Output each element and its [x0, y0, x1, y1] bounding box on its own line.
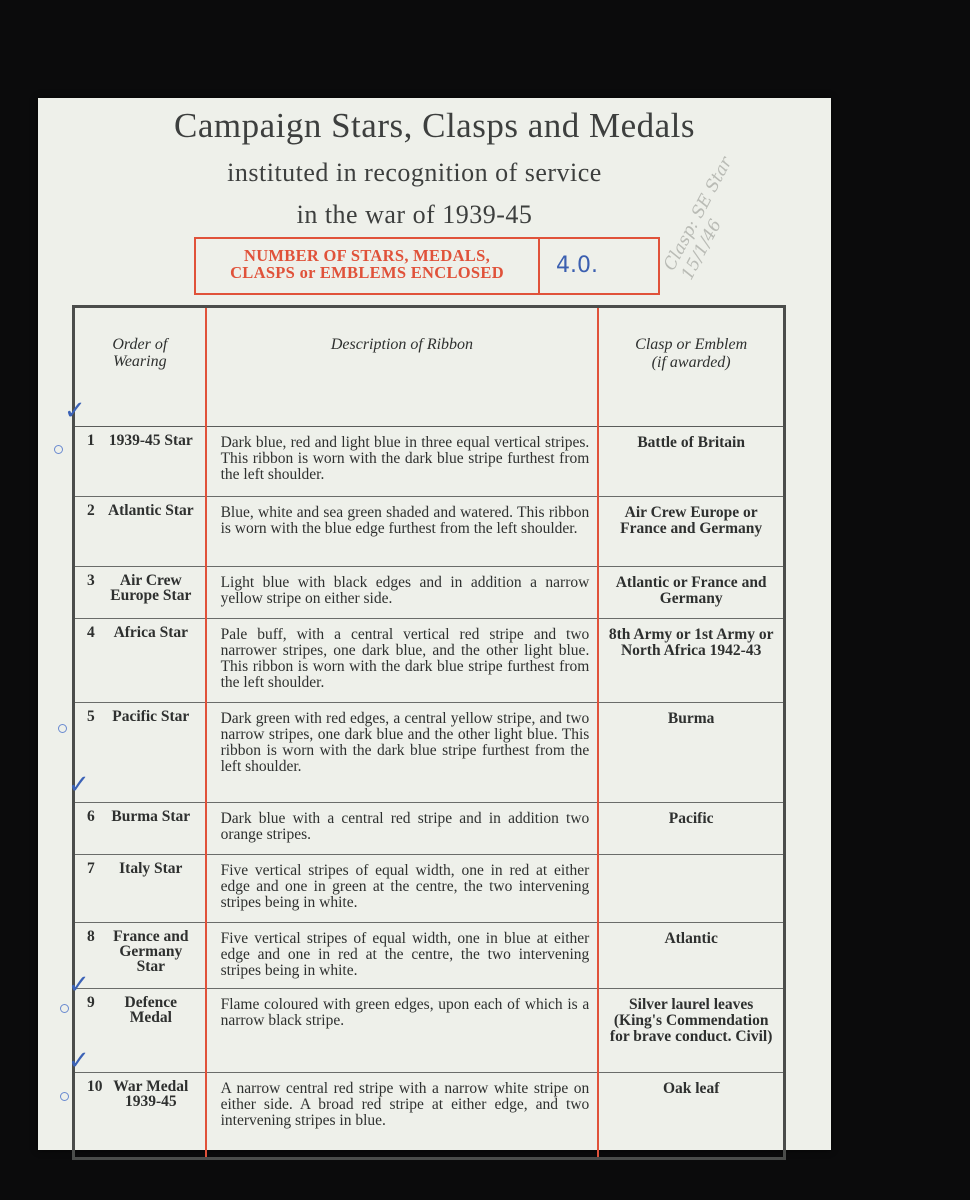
- header-order-label: Order of Wearing: [112, 336, 168, 370]
- enclosed-count-label: [196, 239, 540, 293]
- table-row: [74, 989, 785, 1073]
- order-cell: [74, 703, 206, 803]
- order-cell: [74, 567, 206, 619]
- order-cell: [74, 855, 206, 923]
- ribbon-description: Blue, white and sea green shaded and watered. This ribbon is worn with the blue edge furthest from the left shoulder.: [206, 497, 599, 567]
- order-cell: [74, 803, 206, 855]
- count-label-line-1: NUMBER OF STARS, MEDALS,: [243, 246, 490, 265]
- order-number: 9: [87, 994, 95, 1011]
- order-cell: [74, 1073, 206, 1159]
- clasp-emblem: Burma: [598, 703, 784, 803]
- punch-dot: [54, 445, 63, 454]
- ribbon-description: Five vertical stripes of equal width, one in red at either edge and one in green at the centre, the two intervening stripes being in white.: [206, 855, 599, 923]
- medal-name: 1939-45 Star: [108, 432, 193, 449]
- ribbon-description: Dark blue, red and light blue in three equal vertical stripes. This ribbon is worn with the dark blue stripe furthest from the left shoulder.: [206, 427, 599, 497]
- order-cell: [74, 427, 206, 497]
- header-description: [206, 307, 599, 427]
- order-cell: [74, 989, 206, 1073]
- order-number: 4: [87, 624, 95, 641]
- clasp-emblem: Air Crew Europe or France and Germany: [598, 497, 784, 567]
- clasp-emblem: [598, 855, 784, 923]
- order-cell: [74, 923, 206, 989]
- order-cell: [74, 497, 206, 567]
- medal-name: Air Crew Europe Star: [110, 572, 192, 604]
- medal-name: France and Germany Star: [113, 928, 189, 975]
- medal-card: [38, 98, 831, 1150]
- order-number: 1: [87, 432, 95, 449]
- table-row: [74, 803, 785, 855]
- ribbon-description: A narrow central red stripe with a narrow white stripe on either side. A broad red stripe at either edge, and two intervening stripes in blue.: [206, 1073, 599, 1159]
- table-header-row: [74, 307, 785, 427]
- check-mark-icon: ✓: [68, 770, 90, 800]
- header-description-label: Description of Ribbon: [330, 336, 474, 353]
- medal-name: Burma Star: [111, 808, 191, 825]
- clasp-emblem: Atlantic or France and Germany: [598, 567, 784, 619]
- punch-dot: [58, 724, 67, 733]
- header-clasp-label: Clasp or Emblem: [635, 336, 748, 353]
- order-number: 10: [87, 1078, 103, 1095]
- table-row: [74, 703, 785, 803]
- table-row: [74, 427, 785, 497]
- count-label-line-2: CLASPS or EMBLEMS ENCLOSED: [230, 263, 504, 282]
- header-clasp: [598, 307, 784, 427]
- medal-name: Atlantic Star: [107, 502, 194, 519]
- clasp-emblem: Pacific: [598, 803, 784, 855]
- check-mark-icon: ✓: [68, 970, 90, 1000]
- table-row: [74, 567, 785, 619]
- header-clasp-note: (if awarded): [651, 354, 731, 371]
- check-mark-icon: ✓: [68, 1046, 90, 1076]
- ribbon-description: Five vertical stripes of equal width, one in blue at either edge and one in red at the centre, the two intervening stripes being in white.: [206, 923, 599, 989]
- page-title: Campaign Stars, Clasps and Medals: [173, 106, 696, 145]
- enclosed-count-box: [194, 237, 660, 295]
- medals-table: [72, 305, 786, 1160]
- subtitle-line-2: in the war of 1939-45: [296, 200, 533, 229]
- order-number: 6: [87, 808, 95, 825]
- punch-dot: [60, 1092, 69, 1101]
- medal-name: War Medal 1939-45: [113, 1078, 189, 1110]
- pencil-note-text: Clasp: SE Star 15/1/46: [659, 153, 737, 284]
- subtitle-line-1: instituted in recognition of service: [227, 158, 602, 187]
- order-number: 2: [87, 502, 95, 519]
- clasp-emblem: Oak leaf: [598, 1073, 784, 1159]
- table-row: [74, 923, 785, 989]
- order-number: 7: [87, 860, 95, 877]
- medal-name: Pacific Star: [112, 708, 190, 725]
- order-number: 5: [87, 708, 95, 725]
- ribbon-description: Dark blue with a central red stripe and in addition two orange stripes.: [206, 803, 599, 855]
- clasp-emblem: Battle of Britain: [598, 427, 784, 497]
- table-row: [74, 619, 785, 703]
- punch-dot: [60, 1004, 69, 1013]
- clasp-emblem: Silver laurel leaves (King's Commendation for brave conduct. Civil): [598, 989, 784, 1073]
- medal-name: Italy Star: [119, 860, 183, 877]
- order-number: 3: [87, 572, 95, 589]
- medal-name: Defence Medal: [124, 994, 178, 1026]
- order-cell: [74, 619, 206, 703]
- header-order: [74, 307, 206, 427]
- table-row: [74, 1073, 785, 1159]
- table-row: [74, 855, 785, 923]
- enclosed-count-value: 4.0.: [556, 253, 598, 278]
- clasp-emblem: 8th Army or 1st Army or North Africa 1942-43: [598, 619, 784, 703]
- ribbon-description: Pale buff, with a central vertical red stripe and two narrower stripes, one dark blue, and the other light blue. This ribbon is worn with the dark blue stripe furthest from the left shoulder.: [206, 619, 599, 703]
- order-number: 8: [87, 928, 95, 945]
- check-mark-icon: ✓: [64, 396, 86, 426]
- ribbon-description: Dark green with red edges, a central yellow stripe, and two narrow stripes, one dark blue and the other light blue. This ribbon is worn with the dark blue stripe furthest from the left shoulder.: [206, 703, 599, 803]
- clasp-emblem: Atlantic: [598, 923, 784, 989]
- table-row: [74, 497, 785, 567]
- medal-name: Africa Star: [113, 624, 189, 641]
- ribbon-description: Light blue with black edges and in addition a narrow yellow stripe on either side.: [206, 567, 599, 619]
- ribbon-description: Flame coloured with green edges, upon each of which is a narrow black stripe.: [206, 989, 599, 1073]
